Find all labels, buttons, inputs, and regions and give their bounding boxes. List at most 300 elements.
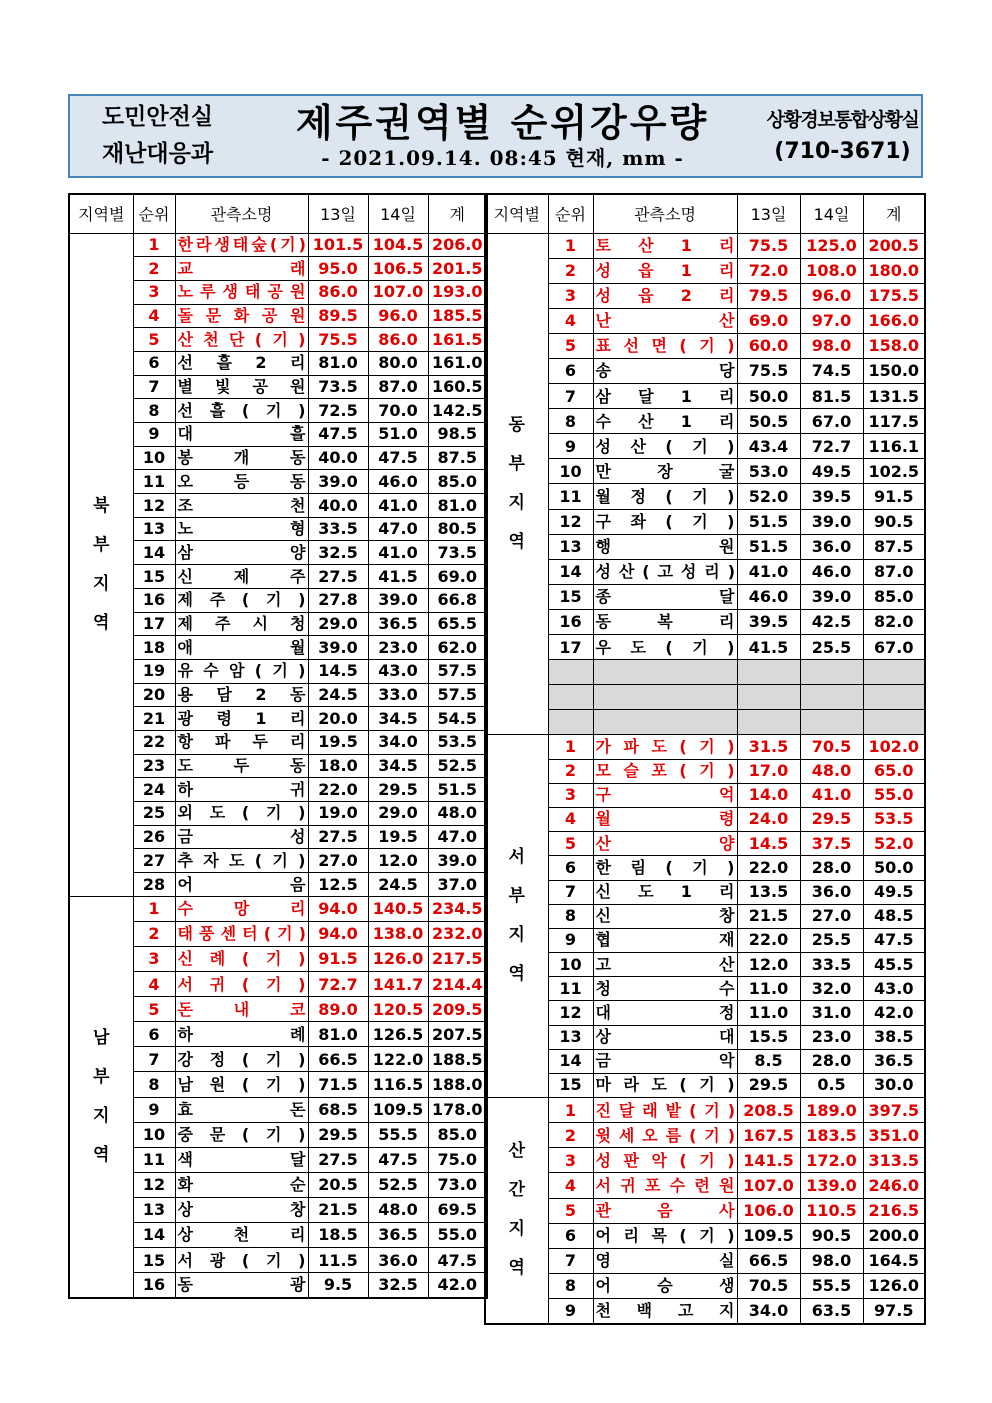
station-name: 상 창 bbox=[177, 1200, 306, 1220]
station-name: 수 망 리 bbox=[177, 899, 306, 919]
rank-cell: 7 bbox=[548, 384, 593, 409]
station-name-cell bbox=[593, 807, 737, 831]
station-name: 한 라 생 태 숲 ( 기 ) bbox=[177, 234, 306, 254]
rank-cell: 26 bbox=[133, 825, 175, 849]
rank-cell: 5 bbox=[133, 328, 175, 352]
day14-cell: 28.0 bbox=[800, 856, 863, 880]
station-name: 어 승 생 bbox=[595, 1276, 735, 1296]
empty-cell bbox=[548, 660, 593, 685]
total-cell: 188.5 bbox=[428, 1047, 487, 1072]
day14-cell: 39.0 bbox=[800, 509, 863, 534]
station-name-cell bbox=[175, 778, 308, 802]
empty-cell bbox=[863, 685, 925, 710]
day14-cell: 106.5 bbox=[368, 257, 428, 281]
station-name-cell bbox=[175, 1222, 308, 1247]
page-title: 제주권역별 순위강우량 bbox=[295, 101, 710, 145]
total-cell: 52.5 bbox=[428, 754, 487, 778]
station-name-cell bbox=[175, 351, 308, 375]
station-name-cell bbox=[175, 802, 308, 826]
rank-cell: 2 bbox=[133, 257, 175, 281]
day14-cell: 97.0 bbox=[800, 308, 863, 333]
table-row bbox=[485, 1198, 925, 1223]
station-name-cell bbox=[175, 1097, 308, 1122]
station-name: 모 슬 포 ( 기 ) bbox=[595, 761, 735, 781]
total-cell: 102.0 bbox=[863, 735, 925, 759]
day13-cell: 20.5 bbox=[308, 1172, 368, 1197]
station-name-cell bbox=[593, 459, 737, 484]
day13-cell: 22.0 bbox=[737, 928, 800, 952]
region-text: 서부지역 bbox=[508, 847, 525, 985]
station-name-cell bbox=[175, 304, 308, 328]
station-name: 제 주 시 청 bbox=[177, 613, 306, 633]
station-name-cell bbox=[593, 880, 737, 904]
station-name: 수 산 1 리 bbox=[595, 411, 735, 431]
rank-cell: 12 bbox=[133, 1172, 175, 1197]
day14-cell: 37.5 bbox=[800, 832, 863, 856]
rank-cell: 8 bbox=[548, 904, 593, 928]
table-row bbox=[485, 1098, 925, 1123]
table-row bbox=[485, 384, 925, 409]
rank-cell: 1 bbox=[548, 735, 593, 759]
station-name-cell bbox=[175, 707, 308, 731]
day14-cell: 29.5 bbox=[800, 807, 863, 831]
station-name-cell bbox=[175, 972, 308, 997]
station-name-cell bbox=[175, 946, 308, 971]
day13-cell: 29.5 bbox=[737, 1074, 800, 1098]
station-name-cell bbox=[175, 1022, 308, 1047]
total-cell: 30.0 bbox=[863, 1074, 925, 1098]
table-row bbox=[69, 896, 487, 921]
day13-cell: 39.0 bbox=[308, 636, 368, 660]
table-row bbox=[485, 459, 925, 484]
day13-cell: 86.0 bbox=[308, 280, 368, 304]
day13-cell: 72.7 bbox=[308, 972, 368, 997]
total-cell: 200.0 bbox=[863, 1223, 925, 1248]
table-row bbox=[485, 1025, 925, 1049]
station-name: 대 흘 bbox=[177, 424, 306, 444]
rank-cell: 1 bbox=[133, 233, 175, 257]
station-name: 제 주 ( 기 ) bbox=[177, 590, 306, 610]
station-name: 성 산 ( 고 성 리 ) bbox=[595, 562, 735, 582]
total-cell: 53.5 bbox=[428, 730, 487, 754]
total-cell: 91.5 bbox=[863, 484, 925, 509]
rank-cell: 6 bbox=[548, 1223, 593, 1248]
day13-cell: 60.0 bbox=[737, 333, 800, 358]
total-cell: 131.5 bbox=[863, 384, 925, 409]
region-name bbox=[486, 838, 548, 994]
day13-cell: 81.0 bbox=[308, 351, 368, 375]
rank-cell: 25 bbox=[133, 802, 175, 826]
day13-cell: 53.0 bbox=[737, 459, 800, 484]
day13-cell: 31.5 bbox=[737, 735, 800, 759]
rank-cell: 2 bbox=[548, 1123, 593, 1148]
total-cell: 62.0 bbox=[428, 636, 487, 660]
empty-cell bbox=[800, 660, 863, 685]
day13-cell: 22.0 bbox=[737, 856, 800, 880]
rank-cell: 5 bbox=[548, 832, 593, 856]
total-cell: 313.5 bbox=[863, 1148, 925, 1173]
day13-cell: 8.5 bbox=[737, 1049, 800, 1073]
rainfall-table-left bbox=[68, 193, 488, 1299]
station-name: 남 원 ( 기 ) bbox=[177, 1074, 306, 1094]
total-cell: 201.5 bbox=[428, 257, 487, 281]
day13-cell: 13.5 bbox=[737, 880, 800, 904]
day13-cell: 101.5 bbox=[308, 233, 368, 257]
table-row bbox=[485, 609, 925, 634]
day13-cell: 14.5 bbox=[737, 832, 800, 856]
empty-cell bbox=[548, 710, 593, 735]
col-total-header: 계 bbox=[428, 194, 487, 233]
day14-cell: 27.0 bbox=[800, 904, 863, 928]
col-rank-header: 순위 bbox=[133, 194, 175, 233]
table-row bbox=[485, 358, 925, 383]
station-name: 토 산 1 리 bbox=[595, 236, 735, 255]
station-name: 태 풍 센 터 ( 기 ) bbox=[177, 924, 306, 944]
day14-cell: 138.0 bbox=[368, 921, 428, 946]
total-cell: 102.5 bbox=[863, 459, 925, 484]
total-cell: 180.0 bbox=[863, 258, 925, 283]
rainfall-table-right bbox=[484, 193, 926, 1325]
total-cell: 188.0 bbox=[428, 1072, 487, 1097]
day14-cell: 25.5 bbox=[800, 635, 863, 660]
station-name: 중 문 ( 기 ) bbox=[177, 1125, 306, 1145]
total-cell: 397.5 bbox=[863, 1098, 925, 1123]
day13-cell: 19.0 bbox=[308, 802, 368, 826]
day14-cell: 36.0 bbox=[368, 1248, 428, 1273]
total-cell: 214.4 bbox=[428, 972, 487, 997]
total-cell: 87.5 bbox=[428, 446, 487, 470]
day13-cell: 39.0 bbox=[308, 470, 368, 494]
day14-cell: 55.5 bbox=[800, 1273, 863, 1298]
day13-cell: 39.5 bbox=[737, 609, 800, 634]
day14-cell: 46.0 bbox=[800, 559, 863, 584]
empty-cell bbox=[800, 710, 863, 735]
station-name: 조 천 bbox=[177, 495, 306, 515]
region-text: 동부지역 bbox=[508, 414, 525, 552]
rank-cell: 11 bbox=[133, 1147, 175, 1172]
day14-cell: 98.0 bbox=[800, 333, 863, 358]
day13-cell: 40.0 bbox=[308, 446, 368, 470]
empty-cell bbox=[737, 660, 800, 685]
right-table-wrap bbox=[484, 193, 926, 1325]
station-name: 성 읍 1 리 bbox=[595, 261, 735, 281]
total-cell: 55.0 bbox=[863, 783, 925, 807]
station-name: 하 귀 bbox=[177, 779, 306, 799]
day14-cell: 36.0 bbox=[800, 534, 863, 559]
day14-cell: 125.0 bbox=[800, 233, 863, 258]
total-cell: 87.0 bbox=[863, 559, 925, 584]
empty-row bbox=[485, 660, 925, 685]
station-name: 효 돈 bbox=[177, 1100, 306, 1119]
empty-cell bbox=[863, 710, 925, 735]
day13-cell: 18.0 bbox=[308, 754, 368, 778]
total-cell: 161.0 bbox=[428, 351, 487, 375]
rank-cell: 8 bbox=[133, 1072, 175, 1097]
rank-cell: 17 bbox=[133, 612, 175, 636]
day14-cell: 126.5 bbox=[368, 1022, 428, 1047]
region-name bbox=[486, 406, 548, 562]
day14-cell: 36.5 bbox=[368, 1222, 428, 1247]
day14-cell: 70.0 bbox=[368, 399, 428, 423]
rank-cell: 24 bbox=[133, 778, 175, 802]
day13-cell: 73.5 bbox=[308, 375, 368, 399]
day14-cell: 19.5 bbox=[368, 825, 428, 849]
day13-cell: 41.0 bbox=[737, 559, 800, 584]
station-name: 유 수 암 ( 기 ) bbox=[177, 661, 306, 681]
station-name: 협 재 bbox=[595, 930, 735, 950]
station-name: 노 형 bbox=[177, 519, 306, 539]
station-name: 산 천 단 ( 기 ) bbox=[177, 329, 306, 349]
station-name: 추 자 도 ( 기 ) bbox=[177, 850, 306, 870]
station-name: 화 순 bbox=[177, 1175, 306, 1195]
table-row bbox=[485, 880, 925, 904]
total-cell: 351.0 bbox=[863, 1123, 925, 1148]
total-cell: 47.5 bbox=[428, 1248, 487, 1273]
day13-cell: 29.0 bbox=[308, 612, 368, 636]
day13-cell: 46.0 bbox=[737, 584, 800, 609]
total-cell: 85.0 bbox=[428, 470, 487, 494]
table-row bbox=[485, 953, 925, 977]
station-name-cell bbox=[175, 921, 308, 946]
station-name-cell bbox=[593, 384, 737, 409]
region-text: 산간지역 bbox=[508, 1141, 525, 1279]
department-office: 도민안전실 bbox=[101, 104, 214, 130]
total-cell: 81.0 bbox=[428, 494, 487, 518]
day13-cell: 95.0 bbox=[308, 257, 368, 281]
table-row bbox=[485, 333, 925, 358]
rank-cell: 8 bbox=[548, 409, 593, 434]
station-name: 삼 양 bbox=[177, 542, 306, 562]
day13-cell: 17.0 bbox=[737, 759, 800, 783]
day14-cell: 122.0 bbox=[368, 1047, 428, 1072]
station-name-cell bbox=[175, 257, 308, 281]
rank-cell: 9 bbox=[548, 928, 593, 952]
day14-cell: 43.0 bbox=[368, 659, 428, 683]
rank-cell: 15 bbox=[548, 1074, 593, 1098]
total-cell: 73.0 bbox=[428, 1172, 487, 1197]
station-name-cell bbox=[175, 849, 308, 873]
contact-office: 상황경보통합상황실 bbox=[766, 109, 919, 131]
total-cell: 73.5 bbox=[428, 541, 487, 565]
total-cell: 55.0 bbox=[428, 1222, 487, 1247]
empty-cell bbox=[800, 685, 863, 710]
station-name: 삼 달 1 리 bbox=[595, 386, 735, 406]
total-cell: 66.8 bbox=[428, 588, 487, 612]
day14-cell: 48.0 bbox=[368, 1197, 428, 1222]
station-name-cell bbox=[175, 280, 308, 304]
day13-cell: 71.5 bbox=[308, 1072, 368, 1097]
day14-cell: 41.0 bbox=[368, 494, 428, 518]
rank-cell: 9 bbox=[548, 1298, 593, 1323]
station-name: 관 음 사 bbox=[595, 1201, 735, 1221]
total-cell: 51.5 bbox=[428, 778, 487, 802]
total-cell: 175.5 bbox=[863, 283, 925, 308]
day14-cell: 29.0 bbox=[368, 802, 428, 826]
day13-cell: 11.5 bbox=[308, 1248, 368, 1273]
contact bbox=[760, 96, 925, 176]
region-name bbox=[70, 487, 133, 643]
day14-cell: 23.0 bbox=[800, 1025, 863, 1049]
col-total-header: 계 bbox=[863, 194, 925, 233]
station-name-cell bbox=[175, 754, 308, 778]
station-name: 봉 개 동 bbox=[177, 448, 306, 468]
rank-cell: 11 bbox=[133, 470, 175, 494]
total-cell: 98.5 bbox=[428, 423, 487, 447]
table-row bbox=[485, 977, 925, 1001]
station-name: 하 례 bbox=[177, 1024, 306, 1044]
total-cell: 38.5 bbox=[863, 1025, 925, 1049]
day13-cell: 69.0 bbox=[737, 308, 800, 333]
station-name: 한 림 ( 기 ) bbox=[595, 857, 735, 877]
day14-cell: 48.0 bbox=[800, 759, 863, 783]
day14-cell: 107.0 bbox=[368, 280, 428, 304]
region-label bbox=[69, 896, 133, 1298]
total-cell: 185.5 bbox=[428, 304, 487, 328]
station-name-cell bbox=[593, 233, 737, 258]
station-name-cell bbox=[175, 1273, 308, 1298]
station-name-cell bbox=[175, 565, 308, 589]
day13-cell: 106.0 bbox=[737, 1198, 800, 1223]
rank-cell: 15 bbox=[548, 584, 593, 609]
station-name: 서 광 ( 기 ) bbox=[177, 1250, 306, 1270]
rank-cell: 14 bbox=[548, 559, 593, 584]
station-name-cell bbox=[593, 258, 737, 283]
column-header-row bbox=[69, 194, 487, 233]
station-name-cell bbox=[175, 730, 308, 754]
rank-cell: 2 bbox=[548, 759, 593, 783]
table-row bbox=[485, 904, 925, 928]
total-cell: 97.5 bbox=[863, 1298, 925, 1323]
station-name-cell bbox=[593, 1248, 737, 1273]
empty-cell bbox=[737, 710, 800, 735]
table-row bbox=[69, 233, 487, 257]
day14-cell: 126.0 bbox=[368, 946, 428, 971]
station-name-cell bbox=[593, 534, 737, 559]
station-name-cell bbox=[593, 783, 737, 807]
rank-cell: 19 bbox=[133, 659, 175, 683]
station-name-cell bbox=[593, 1001, 737, 1025]
day13-cell: 20.0 bbox=[308, 707, 368, 731]
total-cell: 37.0 bbox=[428, 873, 487, 897]
total-cell: 52.0 bbox=[863, 832, 925, 856]
station-name-cell bbox=[593, 1148, 737, 1173]
station-name-cell bbox=[175, 896, 308, 921]
station-name: 상 천 리 bbox=[177, 1225, 306, 1245]
col-station-header: 관측소명 bbox=[175, 194, 308, 233]
day14-cell: 74.5 bbox=[800, 358, 863, 383]
table-row bbox=[485, 759, 925, 783]
day14-cell: 36.5 bbox=[368, 612, 428, 636]
day14-cell: 81.5 bbox=[800, 384, 863, 409]
empty-cell bbox=[593, 710, 737, 735]
rank-cell: 6 bbox=[133, 351, 175, 375]
total-cell: 57.5 bbox=[428, 659, 487, 683]
day13-cell: 66.5 bbox=[308, 1047, 368, 1072]
station-name: 신 창 bbox=[595, 906, 735, 926]
day13-cell: 75.5 bbox=[308, 328, 368, 352]
total-cell: 39.0 bbox=[428, 849, 487, 873]
station-name: 교 래 bbox=[177, 258, 306, 278]
station-name: 금 성 bbox=[177, 827, 306, 847]
table-row bbox=[485, 1298, 925, 1323]
day14-cell: 49.5 bbox=[800, 459, 863, 484]
day13-cell: 89.0 bbox=[308, 997, 368, 1022]
station-name: 월 정 ( 기 ) bbox=[595, 486, 735, 506]
station-name-cell bbox=[175, 446, 308, 470]
rank-cell: 14 bbox=[548, 1049, 593, 1073]
rank-cell: 28 bbox=[133, 873, 175, 897]
day13-cell: 34.0 bbox=[737, 1298, 800, 1323]
rank-cell: 3 bbox=[548, 783, 593, 807]
station-name: 강 정 ( 기 ) bbox=[177, 1049, 306, 1069]
total-cell: 234.5 bbox=[428, 896, 487, 921]
total-cell: 206.0 bbox=[428, 233, 487, 257]
day13-cell: 11.0 bbox=[737, 977, 800, 1001]
station-name-cell bbox=[175, 1197, 308, 1222]
empty-row bbox=[485, 710, 925, 735]
rank-cell: 9 bbox=[133, 1097, 175, 1122]
rank-cell: 12 bbox=[548, 1001, 593, 1025]
total-cell: 65.5 bbox=[428, 612, 487, 636]
day13-cell: 27.5 bbox=[308, 565, 368, 589]
day13-cell: 41.5 bbox=[737, 635, 800, 660]
station-name-cell bbox=[593, 283, 737, 308]
station-name: 신 례 ( 기 ) bbox=[177, 949, 306, 969]
region-text: 남부지역 bbox=[93, 1027, 110, 1165]
station-name: 월 령 bbox=[595, 809, 735, 829]
rank-cell: 16 bbox=[133, 1273, 175, 1298]
station-name: 동 복 리 bbox=[595, 612, 735, 632]
total-cell: 80.5 bbox=[428, 517, 487, 541]
day13-cell: 21.5 bbox=[308, 1197, 368, 1222]
total-cell: 57.5 bbox=[428, 683, 487, 707]
rank-cell: 7 bbox=[548, 1248, 593, 1273]
day13-cell: 9.5 bbox=[308, 1273, 368, 1298]
station-name: 항 파 두 리 bbox=[177, 732, 306, 752]
station-name-cell bbox=[593, 735, 737, 759]
rank-cell: 3 bbox=[133, 946, 175, 971]
day13-cell: 27.8 bbox=[308, 588, 368, 612]
department-division: 재난대응과 bbox=[101, 141, 214, 167]
day13-cell: 70.5 bbox=[737, 1273, 800, 1298]
day13-cell: 27.5 bbox=[308, 825, 368, 849]
station-name: 가 파 도 ( 기 ) bbox=[595, 736, 735, 756]
station-name-cell bbox=[593, 409, 737, 434]
total-cell: 42.0 bbox=[428, 1273, 487, 1298]
rank-cell: 5 bbox=[548, 1198, 593, 1223]
day14-cell: 23.0 bbox=[368, 636, 428, 660]
day14-cell: 104.5 bbox=[368, 233, 428, 257]
total-cell: 161.5 bbox=[428, 328, 487, 352]
day14-cell: 183.5 bbox=[800, 1123, 863, 1148]
station-name-cell bbox=[593, 559, 737, 584]
rank-cell: 5 bbox=[133, 997, 175, 1022]
station-name: 성 판 악 ( 기 ) bbox=[595, 1150, 735, 1170]
station-name: 어 음 bbox=[177, 874, 306, 894]
empty-cell bbox=[863, 660, 925, 685]
station-name-cell bbox=[593, 358, 737, 383]
day13-cell: 29.5 bbox=[308, 1122, 368, 1147]
day14-cell: 108.0 bbox=[800, 258, 863, 283]
rank-cell: 14 bbox=[133, 541, 175, 565]
station-name: 오 등 동 bbox=[177, 471, 306, 491]
station-name-cell bbox=[175, 1248, 308, 1273]
station-name: 우 도 ( 기 ) bbox=[595, 637, 735, 657]
station-name-cell bbox=[593, 977, 737, 1001]
station-name: 애 월 bbox=[177, 637, 306, 657]
day13-cell: 24.0 bbox=[737, 807, 800, 831]
station-name-cell bbox=[175, 588, 308, 612]
